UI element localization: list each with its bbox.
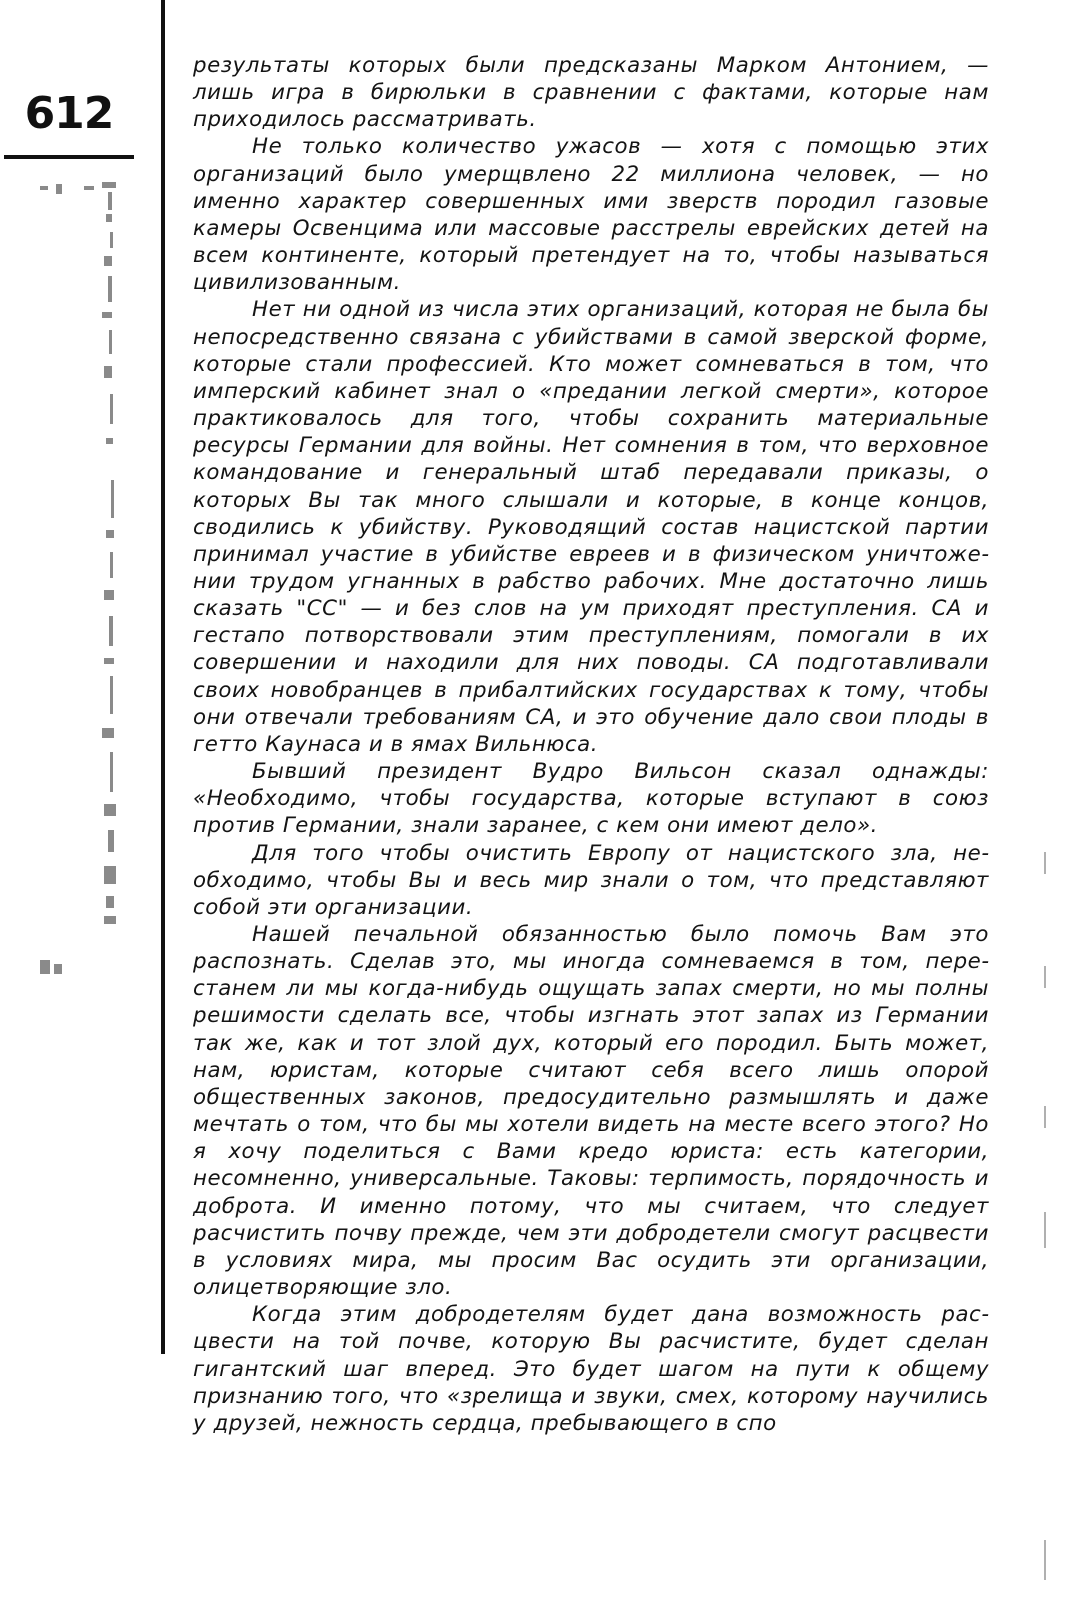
edge-scan-mark <box>1044 1106 1046 1128</box>
scan-noise-graphic <box>20 180 140 1020</box>
paragraph: Для того чтобы очистить Европу от нацистского зла, необходимо, чтобы Вы и весь мир знали о том, что представляют собой эти организации. <box>193 840 989 920</box>
paragraph: Нашей печальной обязанностью было помочь Вам это распознать. Сделав это, мы иногда сомневаемся в том, перестанем ли мы когда-нибудь ощущать запах смерти, но мы полны решимости сделать все, чтобы изгнать этот запах из Германии так же, как и тот злой дух, который его породил. Быть может, нам, юристам, которые считают себя всего лишь опорой общественных законов, предосудительно размышлять и даже мечтать о том, что бы мы хотели видеть на месте всего этого? Но я хочу поделиться с Вами кредо юриста: есть категории, несомненно, универсальные. Таковы: терпимость, порядочность и доброта. И именно потому, что мы считаем, что следует расчистить почву прежде, чем эти добродетели смогут расцвести в условиях мира, мы просим Вас осудить эти организации, олицетворяющие зло. <box>193 922 989 1301</box>
edge-scan-mark <box>1044 966 1046 988</box>
edge-scan-mark <box>1044 1540 1046 1580</box>
paragraph: Бывший президент Вудро Вильсон сказал однажды: «Необходимо, чтобы государства, которые вступают в союз против Германии, знали заранее, с кем они имеют дело». <box>193 759 989 839</box>
body-text <box>193 52 989 1437</box>
page-number-rule <box>4 155 134 159</box>
paragraph: Нет ни одной из числа этих организаций, которая не была бы непосредственно связана с убийствами в самой зверской форме, которые стали профессией. Кто может сомневаться в том, что имперский кабинет знал о «предании легкой смерти», которое практиковалось для того, чтобы сохранить материальные ресурсы Германии для войны. Нет сомнения в том, что верховное командование и генеральный штаб передавали приказы, о которых Вы так много слышали и которые, в конце концов, сводились к убийству. Руководящий состав нацистской партии принимал участие в убийстве евреев и в физическом уничтожении трудом угнанных в рабство рабочих. Мне достаточно лишь сказать "СС" — и без слов на ум приходят преступления. СА и гестапо потворствовали этим преступлениям, помогали в их совершении и находили для них поводы. СА подготавливали своих новобранцев в прибалтийских государствах к тому, чтобы они отвечали требованиям СА, и это обучение дало свои плоды в гетто Каунаса и в ямах Вильнюса. <box>193 297 989 757</box>
paragraph-continued: результаты которых были предсказаны Марком Антонием, — лишь игра в бирюльки в сравнении с фактами, которые нам приходилось рассматривать. <box>193 53 989 133</box>
paragraph: Когда этим добродетелям будет дана возможность расцвести на той почве, которую Вы расчистите, будет сделан гигантский шаг вперед. Это будет шагом на пути к общему признанию того, что «зрелища и звуки, смех, которому научились у друзей, нежность сердца, пребывающего в спо <box>193 1302 989 1436</box>
page-number: 612 <box>24 88 114 139</box>
edge-scan-mark <box>1044 1212 1046 1248</box>
edge-scan-mark <box>1044 852 1046 874</box>
paragraph: Не только количество ужасов — хотя с помощью этих организаций было умерщвлено 22 миллиона человек, — но именно характер совершенных ими зверств породил газовые камеры Освенцима или массовые расстрелы еврейских детей на всем континенте, который претендует на то, чтобы называться цивилизованным. <box>193 134 989 296</box>
margin-rule <box>161 0 165 1354</box>
margin-scan-artifacts <box>20 180 140 1020</box>
